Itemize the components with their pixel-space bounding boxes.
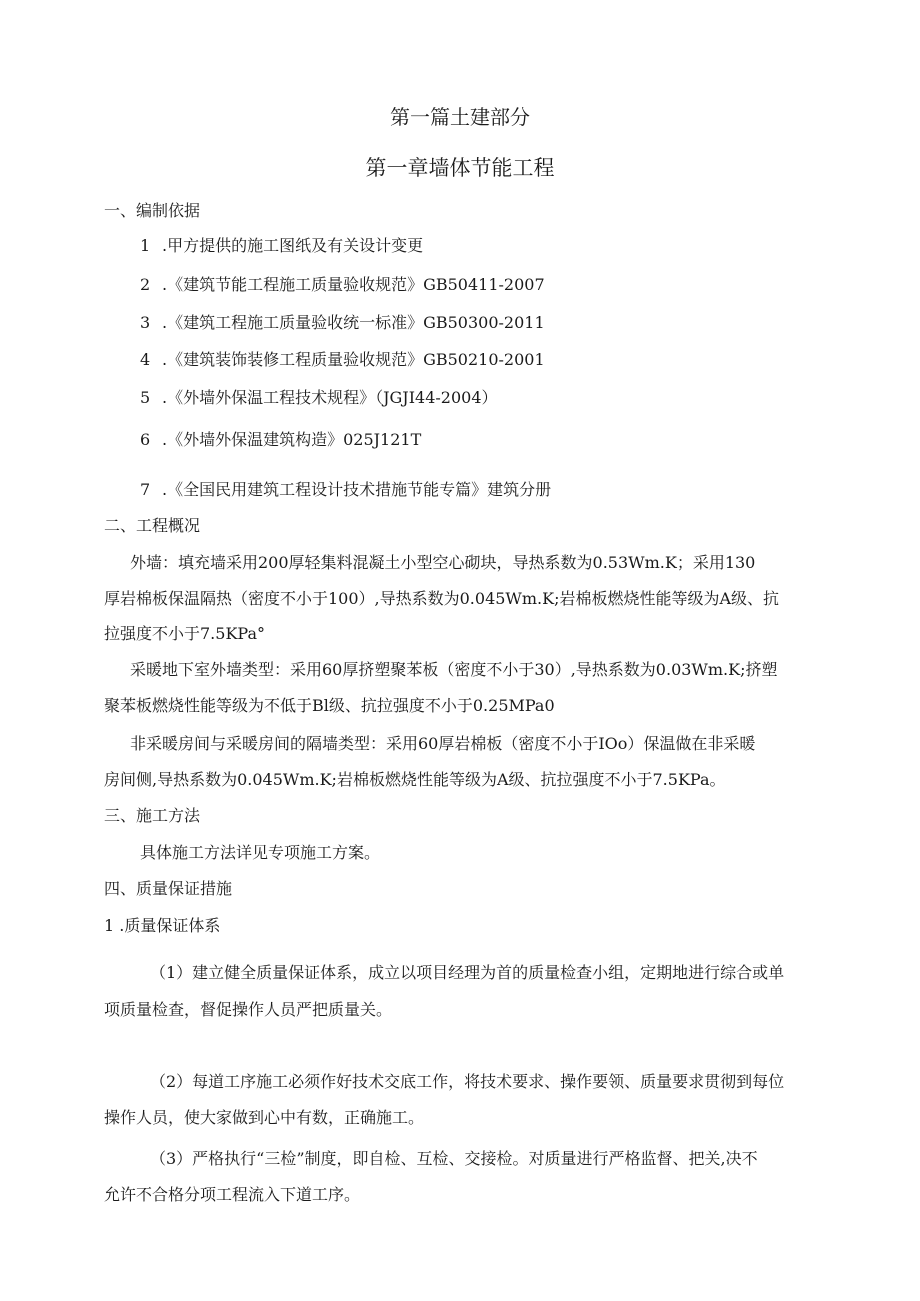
basis-item xyxy=(140,236,423,256)
basis-item-text: .《建筑装饰装修工程质量验收规范》GB50210-2001 xyxy=(162,350,545,369)
basis-item xyxy=(140,313,545,333)
part-title: 第一篇土建部分 xyxy=(390,105,530,129)
basis-item-text: .《建筑节能工程施工质量验收规范》GB50411-2007 xyxy=(162,275,545,294)
quality-paragraph-line: 项质量检查，督促操作人员严把质量关。 xyxy=(104,1000,393,1019)
quality-paragraph-line: （3）严格执行“三检”制度，即自检、互检、交接检。对质量进行严格监督、把关,决不 xyxy=(150,1149,758,1168)
basis-item-number: 1 xyxy=(140,236,151,255)
section-heading-method: 三、施工方法 xyxy=(104,806,201,825)
quality-paragraph-line: 操作人员，使大家做到心中有数，正确施工。 xyxy=(104,1108,425,1127)
basis-item-text: .《建筑工程施工质量验收统一标准》GB50300-2011 xyxy=(162,313,545,332)
basis-item xyxy=(140,480,551,500)
basis-item-number: 3 xyxy=(140,313,151,332)
basis-item-text: .《全国民用建筑工程设计技术措施节能专篇》建筑分册 xyxy=(162,480,552,499)
overview-paragraph-line: 采暖地下室外墙类型：采用60厚挤塑聚苯板（密度不小于30）,导热系数为0.03Wm.K;挤塑 xyxy=(130,660,778,679)
basis-item-text: .《外墙外保温工程技术规程》（JGJI44-2004） xyxy=(162,388,498,407)
basis-item-text: .《外墙外保温建筑构造》025J121T xyxy=(162,430,422,449)
chapter-title: 第一章墙体节能工程 xyxy=(365,156,555,180)
basis-item-number: 7 xyxy=(140,480,151,499)
overview-paragraph-line: 外墙：填充墙采用200厚轻集料混凝土小型空心砌块，导热系数为0.53Wm.K；采用130 xyxy=(130,553,756,572)
basis-item-text: .甲方提供的施工图纸及有关设计变更 xyxy=(162,236,424,255)
quality-subheading: 1 .质量保证体系 xyxy=(104,916,221,935)
quality-paragraph-line: 允许不合格分项工程流入下道工序。 xyxy=(104,1185,361,1204)
quality-paragraph-line: （1）建立健全质量保证体系，成立以项目经理为首的质量检查小组，定期地进行综合或单 xyxy=(150,963,785,982)
overview-paragraph-line: 拉强度不小于7.5KPa° xyxy=(104,624,265,643)
section-heading-overview: 二、工程概况 xyxy=(104,516,201,535)
basis-item-number: 4 xyxy=(140,350,151,369)
basis-item xyxy=(140,388,498,408)
basis-item-number: 5 xyxy=(140,388,151,407)
basis-item xyxy=(140,275,545,295)
overview-paragraph-line: 厚岩棉板保温隔热（密度不小于100）,导热系数为0.045Wm.K;岩棉板燃烧性能等级为A级、抗 xyxy=(104,589,780,608)
basis-item xyxy=(140,430,421,450)
basis-item-number: 6 xyxy=(140,430,151,449)
section-heading-quality: 四、质量保证措施 xyxy=(104,879,233,898)
section-heading-basis: 一、编制依据 xyxy=(104,201,201,220)
overview-paragraph-line: 聚苯板燃烧性能等级为不低于Bl级、抗拉强度不小于0.25MPa0 xyxy=(104,696,555,715)
quality-paragraph-line: （2）每道工序施工必须作好技术交底工作，将技术要求、操作要领、质量要求贯彻到每位 xyxy=(150,1072,785,1091)
basis-item-number: 2 xyxy=(140,275,151,294)
method-text: 具体施工方法详见专项施工方案。 xyxy=(140,843,381,862)
overview-paragraph-line: 房间侧,导热系数为0.045Wm.K;岩棉板燃烧性能等级为A级、抗拉强度不小于7.5KPa。 xyxy=(104,770,726,789)
overview-paragraph-line: 非采暖房间与采暖房间的隔墙类型：采用60厚岩棉板（密度不小于IOo）保温做在非采暖 xyxy=(130,734,756,753)
basis-item xyxy=(140,350,545,370)
